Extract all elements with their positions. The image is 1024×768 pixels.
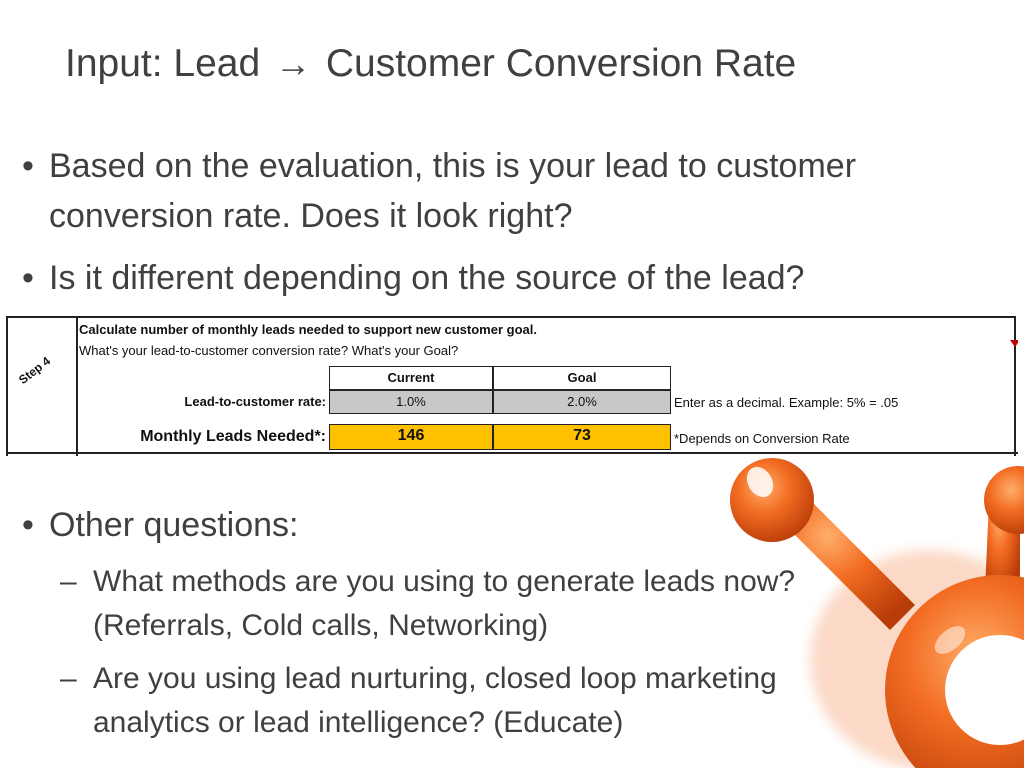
sub-bullet-line: Are you using lead nurturing, closed loop marketing xyxy=(93,662,777,695)
leads-label: Monthly Leads Needed*: xyxy=(140,428,326,445)
rate-label: Lead-to-customer rate: xyxy=(184,394,326,409)
sheet-bottom-border xyxy=(6,452,1018,454)
dash-icon: – xyxy=(60,565,77,598)
bullet-dot-icon: • xyxy=(22,506,34,544)
rate-note: Enter as a decimal. Example: 5% = .05 xyxy=(674,395,899,410)
slide-title xyxy=(65,42,796,86)
rate-current-cell[interactable]: 1.0% xyxy=(329,390,493,414)
leads-note: *Depends on Conversion Rate xyxy=(674,431,850,446)
right-arrow-icon: → xyxy=(275,43,312,84)
step-column xyxy=(6,316,78,456)
sub-bullet-line: What methods are you using to generate leads now? xyxy=(93,565,796,598)
bullet-text: Based on the evaluation, this is your lead to customer conversion rate. Does it look right? xyxy=(49,147,857,235)
dash-icon: – xyxy=(60,662,77,695)
sub-bullet-line: (Referrals, Cold calls, Networking) xyxy=(93,609,549,642)
col-header-current: Current xyxy=(329,366,493,390)
bullet-dot-icon: • xyxy=(22,147,34,185)
rate-goal-cell[interactable]: 2.0% xyxy=(493,390,671,414)
step-label: Step 4 xyxy=(16,353,53,388)
comment-marker-icon xyxy=(1010,340,1018,347)
bullet-text: Other questions: xyxy=(49,506,299,544)
title-left: Input: Lead xyxy=(65,42,261,85)
sub-bullet-line: analytics or lead intelligence? (Educate) xyxy=(93,706,624,739)
bullet-dot-icon: • xyxy=(22,259,34,297)
bullet-text: Is it different depending on the source of the lead? xyxy=(49,259,805,297)
title-right: Customer Conversion Rate xyxy=(325,42,797,85)
leads-current-cell: 146 xyxy=(329,424,493,450)
sheet-heading: Calculate number of monthly leads needed to support new customer goal. xyxy=(79,322,537,337)
col-header-goal: Goal xyxy=(493,366,671,390)
leads-goal-cell: 73 xyxy=(493,424,671,450)
spreadsheet-snippet xyxy=(6,316,1018,456)
sub-bullet-text xyxy=(93,560,795,648)
sheet-question: What's your lead-to-customer conversion rate? What's your Goal? xyxy=(79,343,459,358)
sub-bullet-text xyxy=(93,657,777,745)
